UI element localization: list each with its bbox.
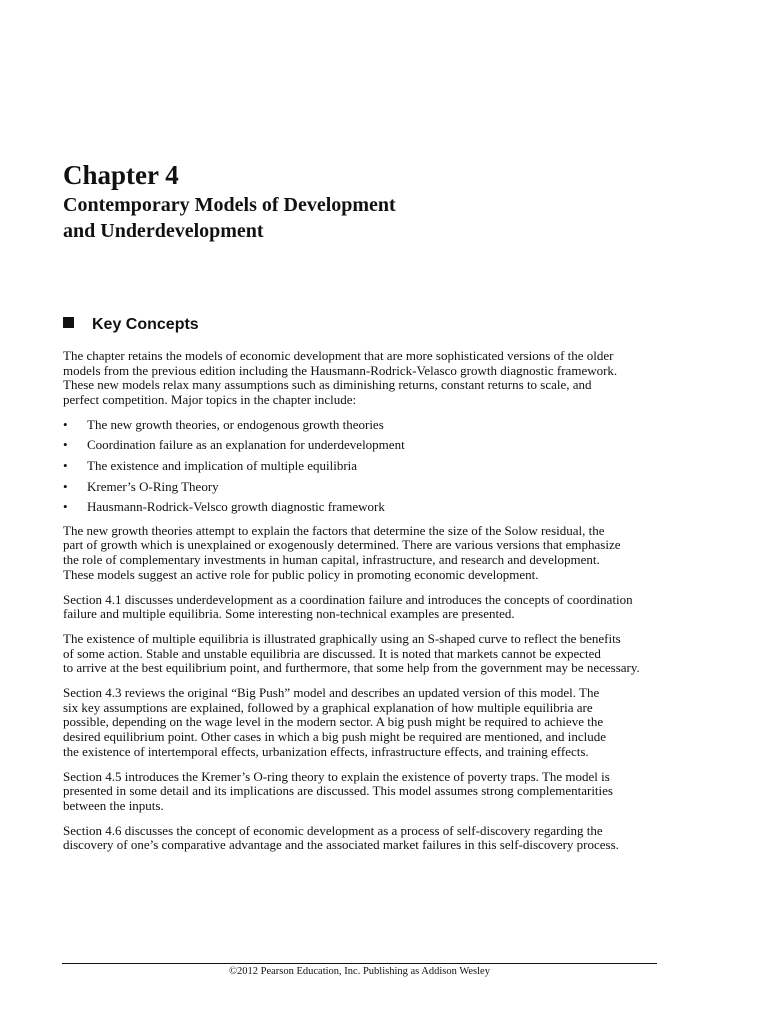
text-line: between the inputs. <box>63 797 164 813</box>
paragraph-growth-theories <box>63 524 663 582</box>
key-concepts-heading-text: Key Concepts <box>92 316 199 333</box>
paragraph-section-4-5 <box>63 770 663 814</box>
list-item: • The new growth theories, or endogenous growth theories <box>63 416 384 432</box>
text-line: of some action. Stable and unstable equilibria are discussed. It is noted that markets cannot be expected <box>63 645 601 661</box>
text-line: six key assumptions are explained, followed by a graphical explanation of how multiple equilibria are <box>63 699 593 715</box>
square-bullet-icon <box>63 317 74 328</box>
text-line: Section 4.5 introduces the Kremer’s O-ring theory to explain the existence of poverty traps. The model is <box>63 768 610 784</box>
chapter-title-line: and Underdevelopment <box>63 220 264 242</box>
body-text <box>63 349 663 863</box>
bullet-icon: • <box>63 437 68 453</box>
text-line: The existence of multiple equilibria is illustrated graphically using an S-shaped curve to reflect the benefits <box>63 631 621 647</box>
text-line: the existence of intertemporal effects, urbanization effects, infrastructure effects, and training effects. <box>63 743 589 759</box>
text-line: presented in some detail and its implications are discussed. This model assumes strong complementarities <box>63 783 613 799</box>
text-line: Section 4.3 reviews the original “Big Push” model and describes an updated version of this model. The <box>63 685 600 701</box>
text-line: The new growth theories attempt to explain the factors that determine the size of the Solow residual, the <box>63 522 605 538</box>
paragraph-section-4-1 <box>63 593 663 622</box>
text-line: Section 4.1 discusses underdevelopment as a coordination failure and introduces the concepts of coordination <box>63 591 633 607</box>
footer-copyright: ©2012 Pearson Education, Inc. Publishing as Addison Wesley <box>229 966 490 977</box>
bullet-icon: • <box>63 478 68 494</box>
text-line: perfect competition. Major topics in the chapter include: <box>63 391 357 407</box>
bullet-icon: • <box>63 457 68 473</box>
text-line: models from the previous edition including the Hausmann-Rodrick-Velasco growth diagnostic framework. <box>63 362 618 378</box>
text-line: The chapter retains the models of economic development that are more sophisticated versions of the older <box>63 348 614 363</box>
text-line: possible, depending on the wage level in the modern sector. A big push might be required to achieve the <box>63 714 604 730</box>
text-line: failure and multiple equilibria. Some interesting non-technical examples are presented. <box>63 606 515 622</box>
paragraph-section-4-6 <box>63 824 663 853</box>
footer-divider <box>62 963 657 964</box>
list-item: • Hausmann-Rodrick-Velsco growth diagnostic framework <box>63 499 385 515</box>
chapter-label: Chapter 4 <box>63 160 179 190</box>
text-line: desired equilibrium point. Other cases in which a big push might be required are mentioned, and include <box>63 729 606 745</box>
text-line: Section 4.6 discusses the concept of economic development as a process of self-discovery regarding the <box>63 822 603 838</box>
text-line: discovery of one’s comparative advantage and the associated market failures in this self-discovery process. <box>63 837 619 853</box>
chapter-title-line: Contemporary Models of Development <box>63 194 396 216</box>
bullet-icon: • <box>63 416 68 432</box>
topics-list <box>63 418 663 515</box>
text-line: part of growth which is unexplained or exogenously determined. There are various versions that emphasize <box>63 537 621 553</box>
paragraph-section-4-3 <box>63 686 663 759</box>
text-line: These models suggest an active role for public policy in promoting economic development. <box>63 566 539 582</box>
list-item: • Kremer’s O-Ring Theory <box>63 478 219 494</box>
text-line: to arrive at the best equilibrium point, and furthermore, that some help from the government may be necessary. <box>63 660 640 676</box>
paragraph-intro <box>63 349 663 407</box>
list-item: • The existence and implication of multiple equilibria <box>63 457 358 473</box>
paragraph-multiple-equilibria <box>63 632 663 676</box>
chapter-title <box>63 192 396 244</box>
bullet-icon: • <box>63 499 68 515</box>
list-item: • Coordination failure as an explanation for underdevelopment <box>63 437 405 453</box>
text-line: These new models relax many assumptions such as diminishing returns, constant returns to scale, and <box>63 377 592 393</box>
text-line: the role of complementary investments in human capital, infrastructure, and research and development. <box>63 551 600 567</box>
key-concepts-heading <box>63 314 199 336</box>
